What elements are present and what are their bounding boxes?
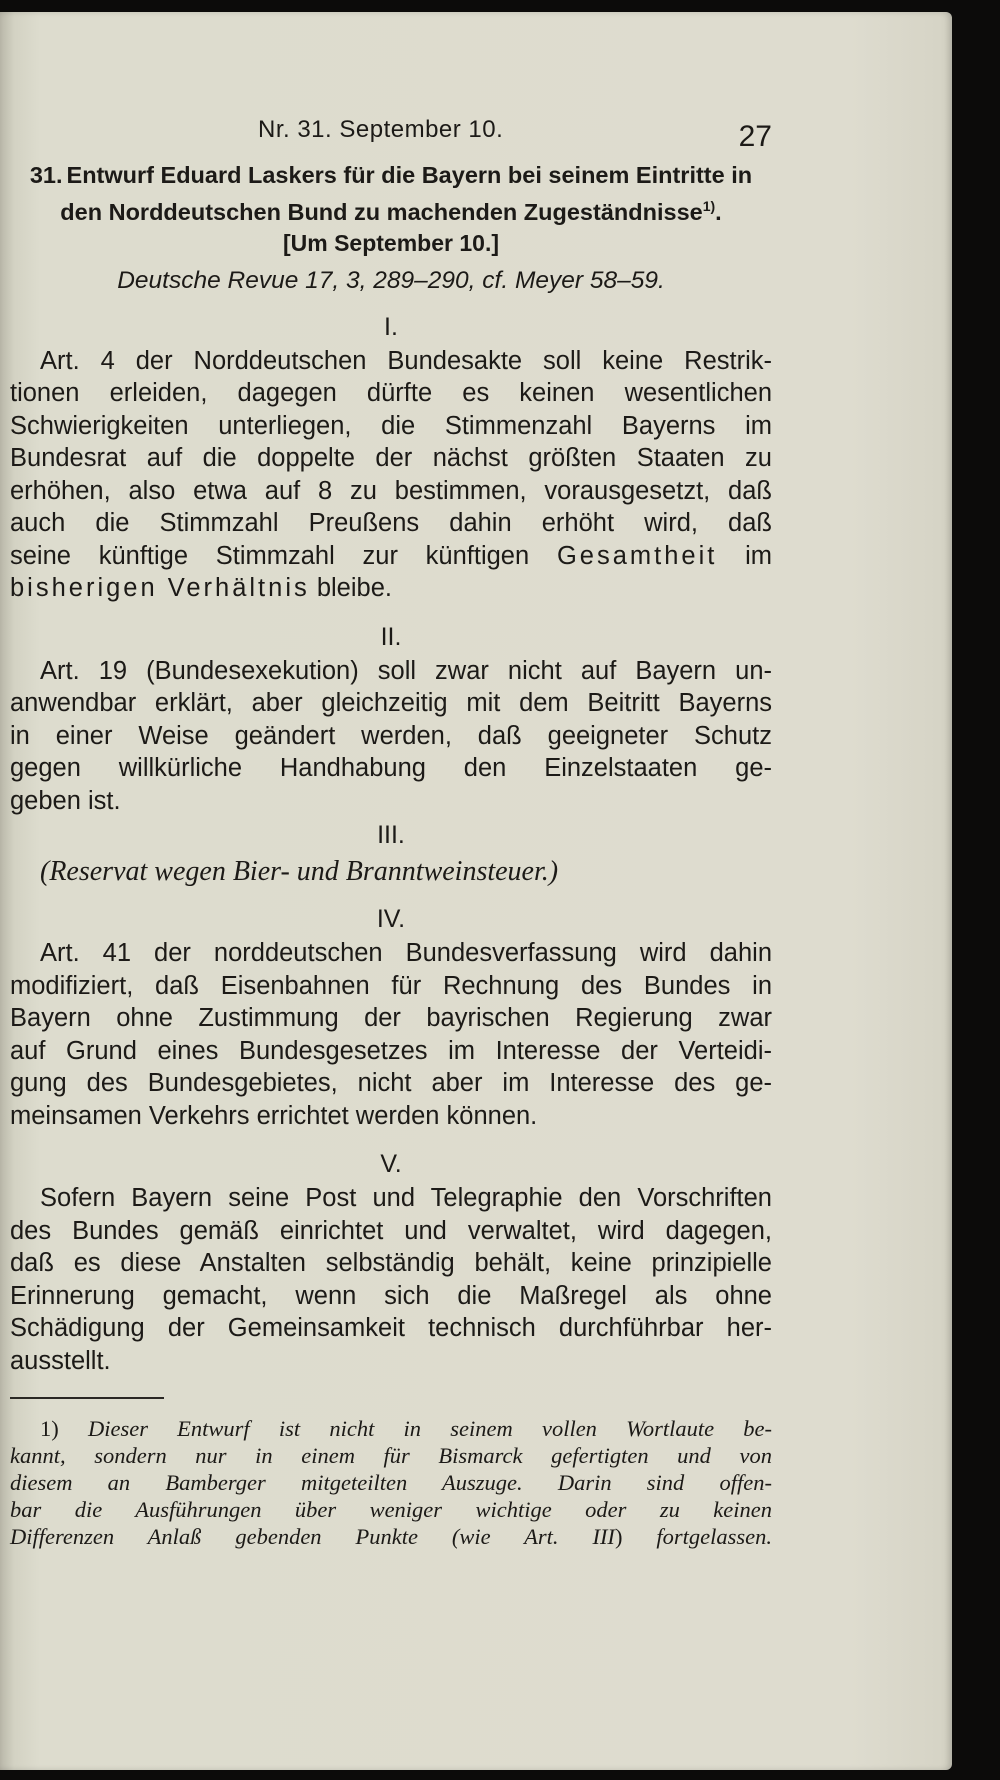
- footnote-divider: [10, 1397, 164, 1399]
- text-line: in einer Weise geändert werden, daß geeigneter Schutz: [10, 721, 772, 750]
- text-line: Art. 4 der Norddeutschen Bundesakte soll keine Restrik-: [40, 346, 772, 375]
- footnote-line: bar die Ausführungen über weniger wichtige oder zu keinen: [10, 1497, 772, 1523]
- footnote-text: wie Art. III: [459, 1524, 615, 1550]
- text-line: daß es diese Anstalten selbständig behält, keine prinzipielle: [10, 1249, 772, 1278]
- footnote-text: ): [614, 1524, 657, 1550]
- section-numeral-1: I.: [384, 312, 398, 341]
- footnote: [10, 1415, 772, 1550]
- document-source: Deutsche Revue 17, 3, 289–290, cf. Meyer 58–59.: [117, 266, 665, 294]
- text-line: modifiziert, daß Eisenbahnen für Rechnung des Bundes in: [10, 971, 772, 1000]
- footnote-text: Differenzen Anlaß gebenden Punkte (: [10, 1524, 460, 1550]
- text-line: des Bundes gemäß einrichtet und verwaltet, wird dagegen,: [10, 1216, 772, 1245]
- text-line: Bayern ohne Zustimmung der bayrischen Regierung zwar: [10, 1004, 772, 1033]
- footnote-mark: 1): [40, 1416, 59, 1442]
- page-content: [10, 108, 772, 1550]
- running-head: Nr. 31. September 10.: [258, 116, 504, 143]
- text-fragment: im: [745, 541, 772, 570]
- footnote-line: [10, 1523, 772, 1550]
- text-line: auch die Stimmzahl Preußens dahin erhöht wird, daß: [10, 509, 772, 538]
- document-number: 31.: [29, 162, 63, 188]
- text-line: gegen willkürliche Handhabung den Einzelstaaten ge-: [10, 754, 772, 783]
- page-header: [10, 108, 772, 158]
- footnote-line: [10, 1415, 772, 1442]
- footnote-text: fortgelassen.: [656, 1524, 772, 1550]
- spaced-emphasis: Gesamtheit: [556, 541, 718, 570]
- footnote-line: diesem an Bamberger mitgeteilten Auszuge. Darin sind offen-: [10, 1470, 772, 1496]
- text-line: Schwierigkeiten unterliegen, die Stimmenzahl Bayerns im: [10, 411, 772, 440]
- text-fragment: seine künftige Stimmzahl zur künftigen: [10, 541, 530, 570]
- text-line: erhöhen, also etwa auf 8 zu bestimmen, vorausgesetzt, daß: [10, 476, 772, 505]
- page-number: 27: [738, 120, 772, 153]
- section-2-text: [10, 655, 772, 818]
- section-5-text: [10, 1182, 772, 1377]
- text-line: auf Grund eines Bundesgesetzes im Interesse der Verteidi-: [10, 1036, 772, 1065]
- text-line: geben ist.: [10, 786, 121, 815]
- text-line: Schädigung der Gemeinsamkeit technisch durchführbar her-: [10, 1314, 772, 1343]
- section-1-text: [10, 345, 772, 605]
- document-title: [10, 160, 772, 228]
- document-date: [Um September 10.]: [282, 229, 499, 256]
- text-line: Sofern Bayern seine Post und Telegraphie den Vorschriften: [40, 1184, 772, 1213]
- section-4-text: [10, 937, 772, 1132]
- text-line: Bundesrat auf die doppelte der nächst größten Staaten zu: [10, 444, 772, 473]
- footnote-line: kannt, sondern nur in einem für Bismarck gefertigten und von: [10, 1443, 772, 1469]
- footnote-text: Dieser Entwurf ist nicht in seinem vollen Wortlaute be-: [87, 1416, 773, 1442]
- text-line: [10, 572, 772, 605]
- text-line: Erinnerung gemacht, wenn sich die Maßregel als ohne: [10, 1281, 772, 1310]
- section-numeral-4: IV.: [376, 905, 406, 934]
- text-line: meinsamen Verkehrs errichtet werden können.: [10, 1101, 538, 1130]
- text-line: Art. 41 der norddeutschen Bundesverfassung wird dahin: [40, 939, 772, 968]
- title-line-1: Entwurf Eduard Laskers für die Bayern bei seinem Eintritte in: [66, 162, 753, 188]
- title-end: .: [715, 198, 722, 225]
- section-numeral-3: III.: [377, 821, 405, 850]
- book-page: [0, 12, 952, 1770]
- section-3-text: (Reservat wegen Bier- und Branntweinsteuer.): [40, 856, 559, 888]
- text-line: [10, 540, 772, 573]
- text-line: anwendbar erklärt, aber gleichzeitig mit dem Beitritt Bayerns: [10, 689, 772, 718]
- text-line: Art. 19 (Bundesexekution) soll zwar nicht auf Bayern un-: [40, 656, 772, 685]
- title-line-2: den Norddeutschen Bund zu machenden Zugeständnisse: [60, 198, 703, 225]
- text-line: tionen erleiden, dagegen dürfte es keinen wesentlichen: [10, 379, 772, 408]
- text-line: ausstellt.: [10, 1346, 111, 1375]
- text-fragment: bleibe.: [316, 574, 392, 603]
- spaced-emphasis: bisherigen Verhältnis: [10, 574, 310, 603]
- footnote-reference[interactable]: 1): [702, 198, 716, 214]
- text-line: gung des Bundesgebietes, nicht aber im Interesse des ge-: [10, 1069, 772, 1098]
- section-numeral-5: V.: [380, 1150, 402, 1179]
- section-numeral-2: II.: [380, 622, 402, 651]
